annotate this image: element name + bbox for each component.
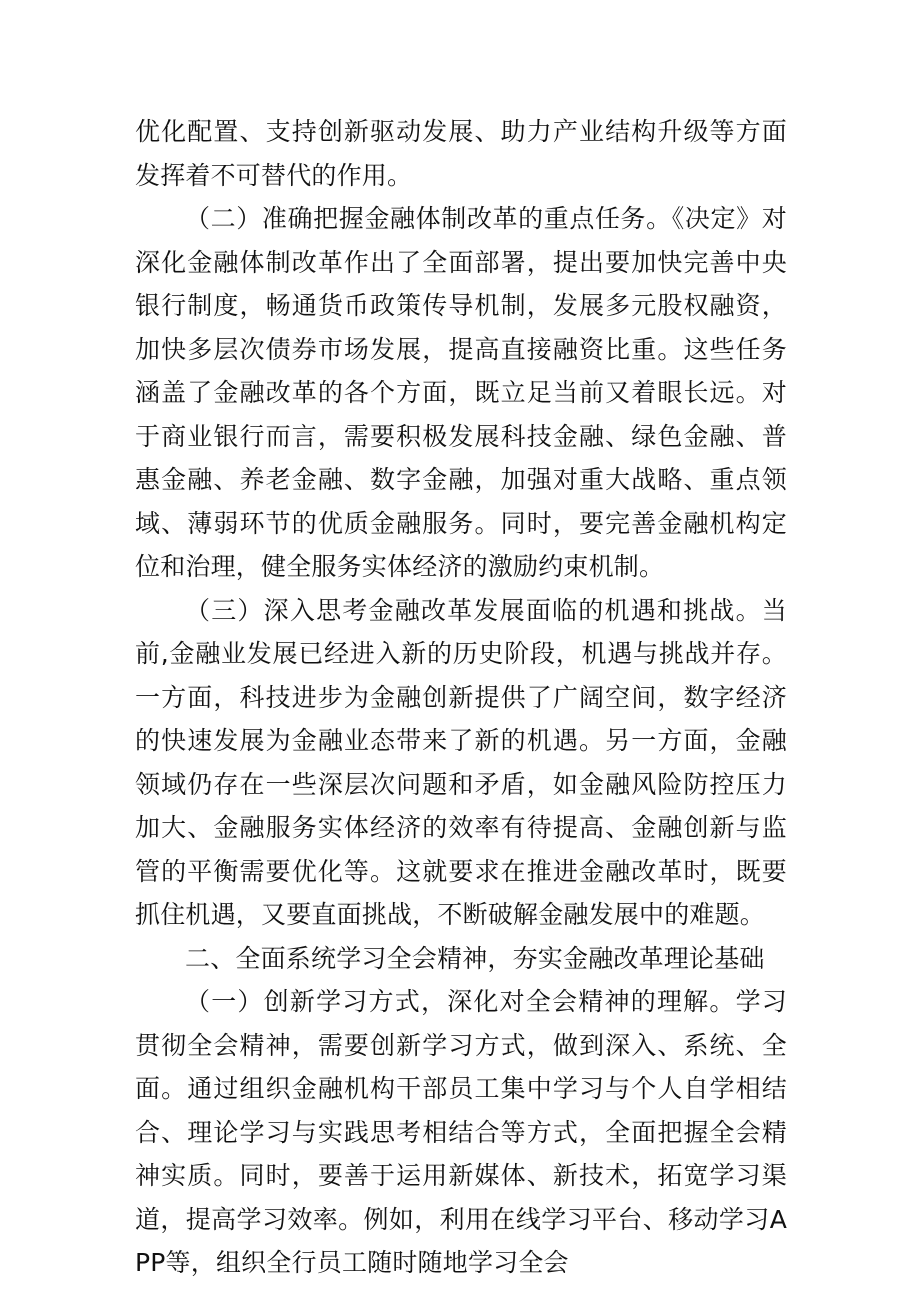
document-body <box>135 110 787 1285</box>
paragraph-section-2-heading: （二）准确把握金融体制改革的重点任务。《决定》对深化金融体制改革作出了全面部署，提出要加快完善中央银行制度，畅通货币政策传导机制，发展多元股权融资，加快多层次债券市场发展，提高直接融资比重。这些任务涵盖了金融改革的各个方面，既立足当前又着眼长远。对于商业银行而言，需要积极发展科技金融、绿色金融、普惠金融、养老金融、数字金融，加强对重大战略、重点领域、薄弱环节的优质金融服务。同时，要完善金融机构定位和治理，健全服务实体经济的激励约束机制。 <box>135 204 787 581</box>
paragraph-section-3-heading: （三）深入思考金融改革发展面临的机遇和挑战。当前,金融业发展已经进入新的历史阶段，机遇与挑战并存。一方面，科技进步为金融创新提供了广阔空间，数字经济的快速发展为金融业态带来了新的机遇。另一方面，金融领域仍存在一些深层次问题和矛盾，如金融风险防控压力加大、金融服务实体经济的效率有待提高、金融创新与监管的平衡需要优化等。这就要求在推进金融改革时，既要抓住机遇，又要直面挑战，不断破解金融发展中的难题。 <box>135 595 787 929</box>
chapter-two-heading: 二、全面系统学习全会精神，夯实金融改革理论基础 <box>185 943 765 973</box>
paragraph-subsection-1: （一）创新学习方式，深化对全会精神的理解。学习贯彻全会精神，需要创新学习方式，做到深入、系统、全面。通过组织金融机构干部员工集中学习与个人自学相结合、理论学习与实践思考相结合等方式，全面把握全会精神实质。同时，要善于运用新媒体、新技术，拓宽学习渠道，提高学习效率。例如，利用在线学习平台、移动学习APP等，组织全行员工随时随地学习全会 <box>135 987 787 1277</box>
paragraph-continuation: 优化配置、支持创新驱动发展、助力产业结构升级等方面发挥着不可替代的作用。 <box>135 117 787 190</box>
